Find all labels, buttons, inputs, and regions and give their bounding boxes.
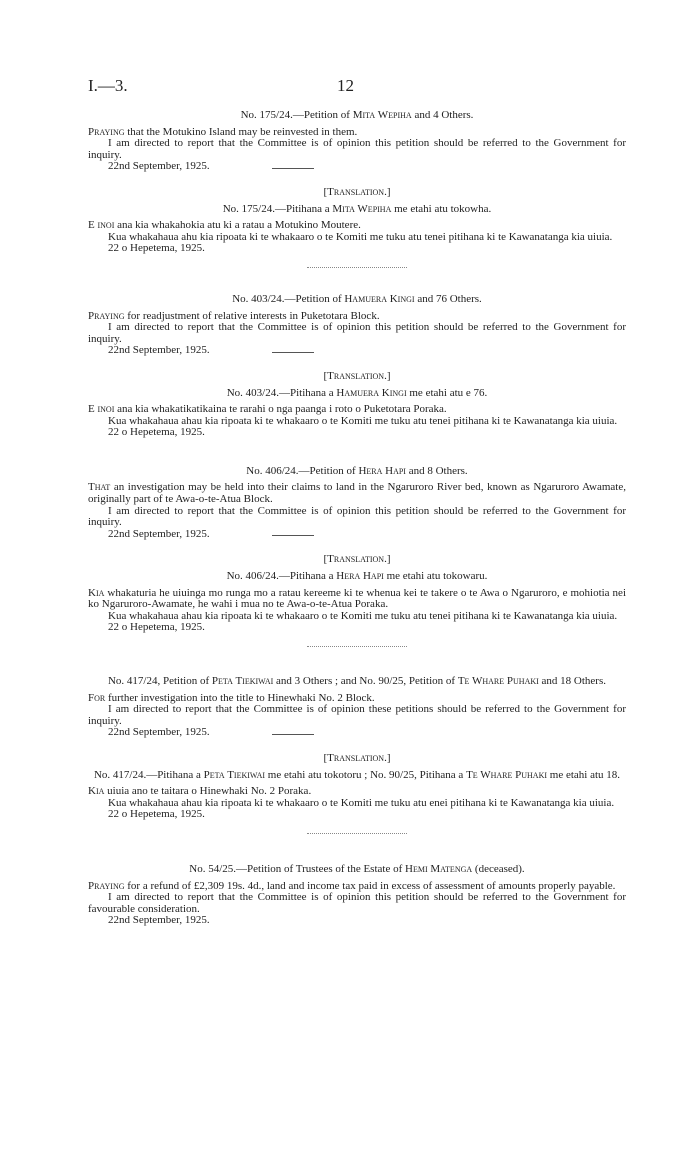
petition-title: No. 403/24.—Petition of Hamuera Kingi and 76 Others. — [232, 292, 482, 305]
translation-report: Kua whakahaua ahau kia ripoata ki te whakaaro o te Komiti me tuku atu tenei pitihana ki te Kawanatanga kia uiuia. — [108, 414, 618, 427]
translation-prayer: Kia whakaturia he uiuinga mo runga mo a ratau kereeme ki te whenua kei te takere o te Awa o Ngaruroro, e mohiotia nei ko Ngaruroro-Awamate, he wahi i mua no te Awa-o-te-Atua Poraka. — [88, 586, 626, 611]
petition-prayer: That an investigation may be held into their claims to land in the Ngaruroro River bed, known as Ngaruroro Awamate, originally part of te Awa-o-te-Atua Block. — [88, 481, 626, 506]
page-header — [88, 76, 658, 98]
translation-title: No. 417/24.—Pitihana a Peta Tiekiwai me etahi atu tokotoru ; No. 90/25, Pitihana a Te Whare Puhaki me etahi atu 18. — [93, 768, 621, 781]
translation-report: Kua whakahaua ahau kia ripoata ki te whakaaro o te Komiti me tuku atu tenei pitihana ki te Kawanatanga kia uiuia. — [108, 609, 618, 622]
petitioner-name: Peta Tiekiwai — [211, 675, 274, 687]
petitioner-name: Hamuera Kingi — [336, 386, 407, 399]
report-date: 22nd September, 1925. — [108, 344, 210, 357]
committee-report: I am directed to report that the Committee is of opinion this petition should be referred to the Government for inquiry. — [88, 137, 626, 161]
petition-section — [88, 864, 626, 927]
page-number: 12 — [337, 76, 354, 95]
petition-title: No. 406/24.—Petition of Hera Hapi and 8 Others. — [246, 464, 468, 477]
translation-title: No. 403/24.—Pitihana a Hamuera Kingi me etahi atu e 76. — [226, 386, 488, 399]
petitioner-name: Peta Tiekiwai — [203, 768, 266, 781]
report-date: 22nd September, 1925. — [108, 160, 210, 173]
petition-prayer: Praying for a refund of £2,309 19s. 4d., land and income tax paid in excess of assessment of amounts properly payable. — [88, 879, 616, 892]
petitioner-name: Mita Wepiha — [352, 109, 412, 121]
petition-prayer: For further investigation into the title to Hinewhaki No. 2 Block. — [88, 691, 375, 704]
petition-title: No. 417/24, Petition of Peta Tiekiwai and 3 Others ; and No. 90/25, Petition of Te Whare Puhaki and 18 Others. — [107, 675, 607, 687]
petition-section — [88, 676, 626, 834]
petitioner-name: Hemi Matenga — [405, 862, 473, 875]
petition-prayer: Praying that the Motukino Island may be reinvested in them. — [88, 125, 358, 138]
short-rule — [272, 734, 314, 735]
translation-report: Kua whakahaua ahu kia ripoata ki te whakaaro o te Komiti me tuku atu tenei pitihana ki te Kawanatanga kia uiuia. — [108, 230, 613, 243]
petition-title: No. 175/24.—Petition of Mita Wepiha and 4 Others. — [240, 109, 474, 121]
committee-report: I am directed to report that the Committee is of opinion this petition should be referred to the Government for favourable consideration. — [88, 891, 626, 915]
report-date: 22nd September, 1925. — [108, 726, 210, 739]
short-rule — [272, 168, 314, 169]
translation-prayer: E inoi ana kia whakahokia atu ki a ratau a Motukino Moutere. — [88, 219, 361, 232]
short-rule — [272, 352, 314, 353]
translation-prayer: E inoi ana kia whakatikatikaina te rarahi o nga paanga i roto o Puketotara Poraka. — [88, 403, 447, 416]
petitioner-name: Te Whare Puhaki — [466, 768, 548, 781]
translation-heading: [Translation.] — [323, 185, 391, 198]
page-reference: I.—3. — [88, 76, 128, 95]
report-date: 22nd September, 1925. — [108, 914, 210, 927]
translation-report: Kua whakahaua ahau kia ripoata ki te whakaaro o te Komiti me tuku atu enei pitihana ki te Kawanatanga kia uiuia. — [108, 796, 615, 809]
document-body — [88, 110, 626, 927]
petition-title: No. 54/25.—Petition of Trustees of the Estate of Hemi Matenga (deceased). — [189, 862, 525, 875]
translation-prayer: Kia uiuia ano te taitara o Hinewhaki No. 2 Poraka. — [88, 785, 312, 798]
translation-heading: [Translation.] — [323, 751, 391, 764]
translation-date: 22 o Hepetema, 1925. — [108, 621, 205, 634]
petitioner-name: Te Whare Puhaki — [457, 675, 539, 687]
short-rule — [272, 535, 314, 536]
petitioner-name: Mita Wepiha — [332, 202, 392, 215]
petitioner-name: Hera Hapi — [358, 464, 406, 477]
committee-report: I am directed to report that the Committee is of opinion this petition should be referred to the Government for inquiry. — [88, 321, 626, 345]
petition-prayer: Praying for readjustment of relative interests in Puketotara Block. — [88, 309, 380, 322]
translation-date: 22 o Hepetema, 1925. — [108, 808, 205, 821]
translation-heading: [Translation.] — [323, 553, 391, 566]
translation-date: 22 o Hepetema, 1925. — [108, 242, 205, 255]
translation-title: No. 175/24.—Pitihana a Mita Wepiha me etahi atu tokowha. — [222, 202, 492, 215]
petitioner-name: Hera Hapi — [336, 570, 384, 583]
committee-report: I am directed to report that the Committee is of opinion these petitions should be referred to the Government for inquiry. — [88, 703, 626, 727]
translation-title: No. 406/24.—Pitihana a Hera Hapi me etahi atu tokowaru. — [226, 570, 488, 583]
petition-section — [88, 110, 626, 268]
petition-section — [88, 466, 626, 647]
petition-section — [88, 294, 626, 439]
petitioner-name: Hamuera Kingi — [344, 292, 415, 305]
translation-date: 22 o Hepetema, 1925. — [108, 426, 205, 439]
report-date: 22nd September, 1925. — [108, 527, 210, 540]
committee-report: I am directed to report that the Committee is of opinion this petition should be referred to the Government for inquiry. — [88, 504, 626, 529]
translation-heading: [Translation.] — [323, 369, 391, 382]
